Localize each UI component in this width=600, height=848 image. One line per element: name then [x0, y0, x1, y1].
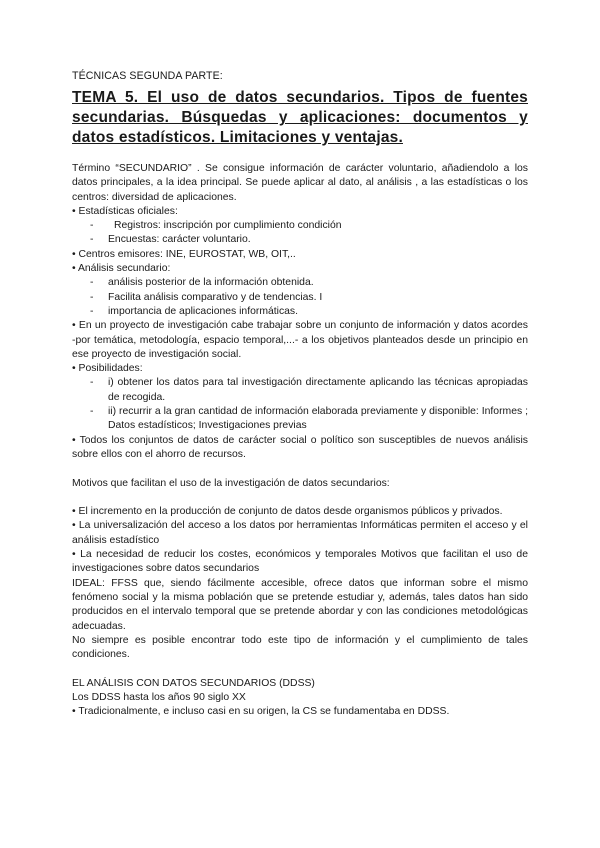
dash-marker: -: [90, 291, 94, 303]
sub-item: [72, 305, 528, 319]
sub-item-text: Encuestas: carácter voluntario.: [108, 234, 251, 246]
bullet-proyecto: • En un proyecto de investigación cabe trabajar sobre un conjunto de información y datos acordes -por temática, metodología, espacio temporal,...- a los objetivos planteados desde un principio en ese proyecto de investigación social.: [72, 320, 528, 360]
dash-marker: -: [90, 406, 94, 418]
sub-item: [72, 219, 528, 233]
intro-paragraph: Término “SECUNDARIO” . Se consigue información de carácter voluntario, añadiendolo a los datos principales, a la idea principal. Se puede aplicar al dato, al análisis , a las estadísticas o los centros: diversidad de aplicaciones.: [72, 163, 528, 203]
bullet-posibilidades: • Posibilidades:: [72, 363, 143, 375]
dash-marker: -: [90, 277, 94, 289]
sub-item-text: i) obtener los datos para tal investigación directamente aplicando las técnicas apropiadas de recogida.: [108, 377, 528, 403]
ddss-bullet: • Tradicionalmente, e incluso casi en su origen, la CS se fundamentaba en DDSS.: [72, 706, 450, 718]
motivo-item: • La universalización del acceso a los datos por herramientas Informáticas permiten el acceso y el análisis estadístico: [72, 520, 528, 546]
dash-marker: -: [90, 377, 94, 389]
bullet-analisis: • Análisis secundario:: [72, 263, 171, 275]
document-page: [72, 70, 528, 720]
dash-marker: -: [90, 234, 94, 246]
bullet-estadisticas: • Estadísticas oficiales:: [72, 205, 178, 217]
dash-marker: -: [90, 220, 94, 232]
sub-item: [72, 233, 528, 247]
section-kicker: TÉCNICAS SEGUNDA PARTE:: [72, 70, 223, 82]
motivo-item: • La necesidad de reducir los costes, económicos y temporales Motivos que facilitan el uso de investigaciones sobre datos secundarios: [72, 549, 528, 575]
spacer: [72, 662, 528, 676]
no-siempre-paragraph: No siempre es posible encontrar todo este tipo de información y el cumplimiento de tales condiciones.: [72, 634, 528, 661]
ideal-paragraph: IDEAL: FFSS que, siendo fácilmente accesible, ofrece datos que informan sobre el mismo fenómeno social y la misma población que se pretende estudiar y, además, tales datos han sido producidos en el intervalo temporal que se pretende abordar y con las condiciones metodológicas adecuadas.: [72, 577, 528, 632]
motivos-heading: Motivos que facilitan el uso de la investigación de datos secundarios:: [72, 477, 390, 489]
sub-item: [72, 405, 528, 434]
sub-item-text: Registros: inscripción por cumplimiento condición: [114, 220, 342, 232]
sub-item-text: importancia de aplicaciones informáticas.: [108, 305, 299, 317]
spacer: [72, 462, 528, 476]
sub-item-text: Facilita análisis comparativo y de tendencias. I: [108, 291, 323, 303]
motivo-item: • El incremento en la producción de conjunto de datos desde organismos públicos y privados.: [72, 506, 503, 518]
sub-item: [72, 276, 528, 290]
dash-marker: -: [90, 305, 94, 317]
sub-item-text: análisis posterior de la información obtenida.: [108, 277, 314, 289]
document-title: TEMA 5. El uso de datos secundarios. Tipos de fuentes secundarias. Búsquedas y aplicaciones: documentos y datos estadísticos. Limitaciones y ventajas.: [72, 89, 528, 146]
sub-item: [72, 376, 528, 405]
ddss-subheading: Los DDSS hasta los años 90 siglo XX: [72, 691, 246, 703]
spacer: [72, 491, 528, 505]
sub-item-text: ii) recurrir a la gran cantidad de información elaborada previamente y disponible: Informes ; Datos estadísticos; Investigaciones previas: [108, 406, 528, 432]
ddss-heading: EL ANÁLISIS CON DATOS SECUNDARIOS (DDSS): [72, 677, 315, 689]
sub-item: [72, 291, 528, 305]
bullet-centros: • Centros emisores: INE, EUROSTAT, WB, OIT,..: [72, 248, 296, 260]
bullet-todos: • Todos los conjuntos de datos de carácter social o político son susceptibles de nuevos análisis sobre ellos con el ahorro de recursos.: [72, 434, 528, 460]
